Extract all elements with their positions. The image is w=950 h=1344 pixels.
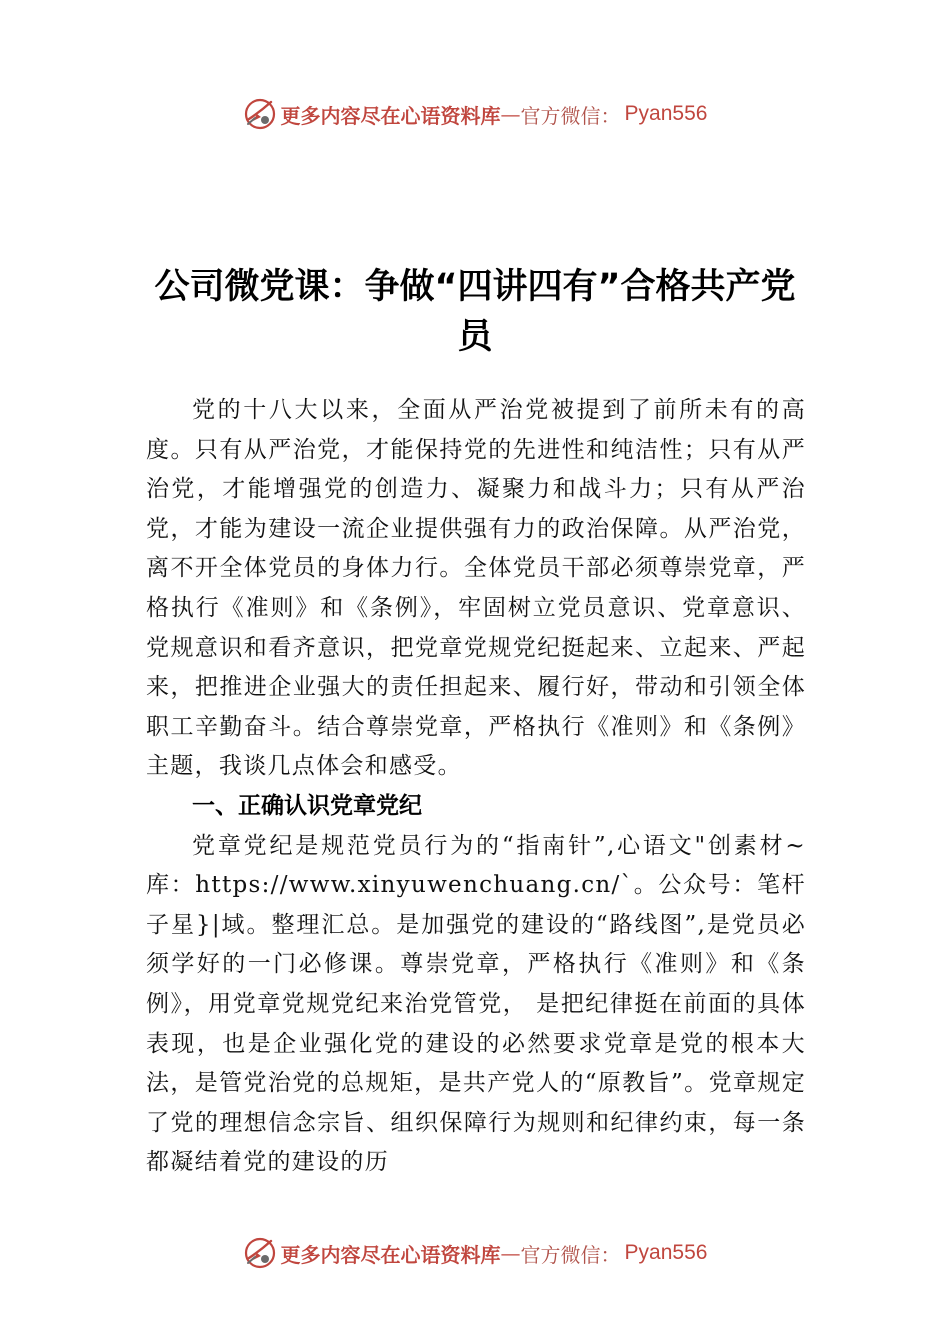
quill-logo-icon <box>243 97 277 131</box>
watermark-footer <box>0 1233 950 1273</box>
watermark-text: 更多内容尽在心语资料库 <box>280 1242 501 1267</box>
section-heading-1: 一、正确认识党章党纪 <box>192 792 422 819</box>
paragraph-section-1: 党章党纪是规范党员行为的“指南针”,心语文"创素材~库：https://www.xinyuwenchuang.cn/`。公众号：笔杆子星}|域。整理汇总。是加强党的建设的“路线图”,是党员必须学好的一门必修课。尊崇党章，严格执行《准则》和《条例》，用党章党规党纪来治党管党， 是把纪律挺在前面的具体表现，也是企业强化党的建设的必然要求党章是党的根本大法，是管党治党的总规矩，是共产党人的“原教旨”。党章规定了党的理想信念宗旨、组织保障行为规则和纪律约束，每一条都凝结着党的建设的历 <box>146 832 806 1176</box>
watermark-wechat-id: Pyan556 <box>624 1241 708 1264</box>
watermark-wechat-id: Pyan556 <box>624 102 708 125</box>
watermark-wechat-label: 官方微信： <box>520 103 621 128</box>
watermark-dash: — <box>500 1241 521 1265</box>
paragraph-intro: 党的十八大以来，全面从严治党被提到了前所未有的高度。只有从严治党，才能保持党的先进性和纯洁性；只有从严治党，才能增强党的创造力、凝聚力和战斗力；只有从严治党，才能为建设一流企业提供强有力的政治保障。从严治党，离不开全体党员的身体力行。全体党员干部必须尊崇党章，严格执行《准则》和《条例》，牢固树立党员意识、党章意识、党规意识和看齐意识，把党章党规党纪挺起来、立起来、严起来，把推进企业强大的责任担起来、履行好，带动和引领全体职工辛勤奋斗。结合尊崇党章，严格执行《准则》和《条例》主题，我谈几点体会和感受。 <box>146 397 806 780</box>
watermark-header <box>0 94 950 134</box>
watermark-text: 更多内容尽在心语资料库 <box>280 103 501 128</box>
quill-logo-icon <box>243 1236 277 1270</box>
document-title: 公司微党课：争做“四讲四有”合格共产党员 <box>154 267 796 357</box>
watermark-dash: — <box>500 102 521 126</box>
document-body <box>146 391 806 1183</box>
watermark-wechat-label: 官方微信： <box>520 1242 621 1267</box>
